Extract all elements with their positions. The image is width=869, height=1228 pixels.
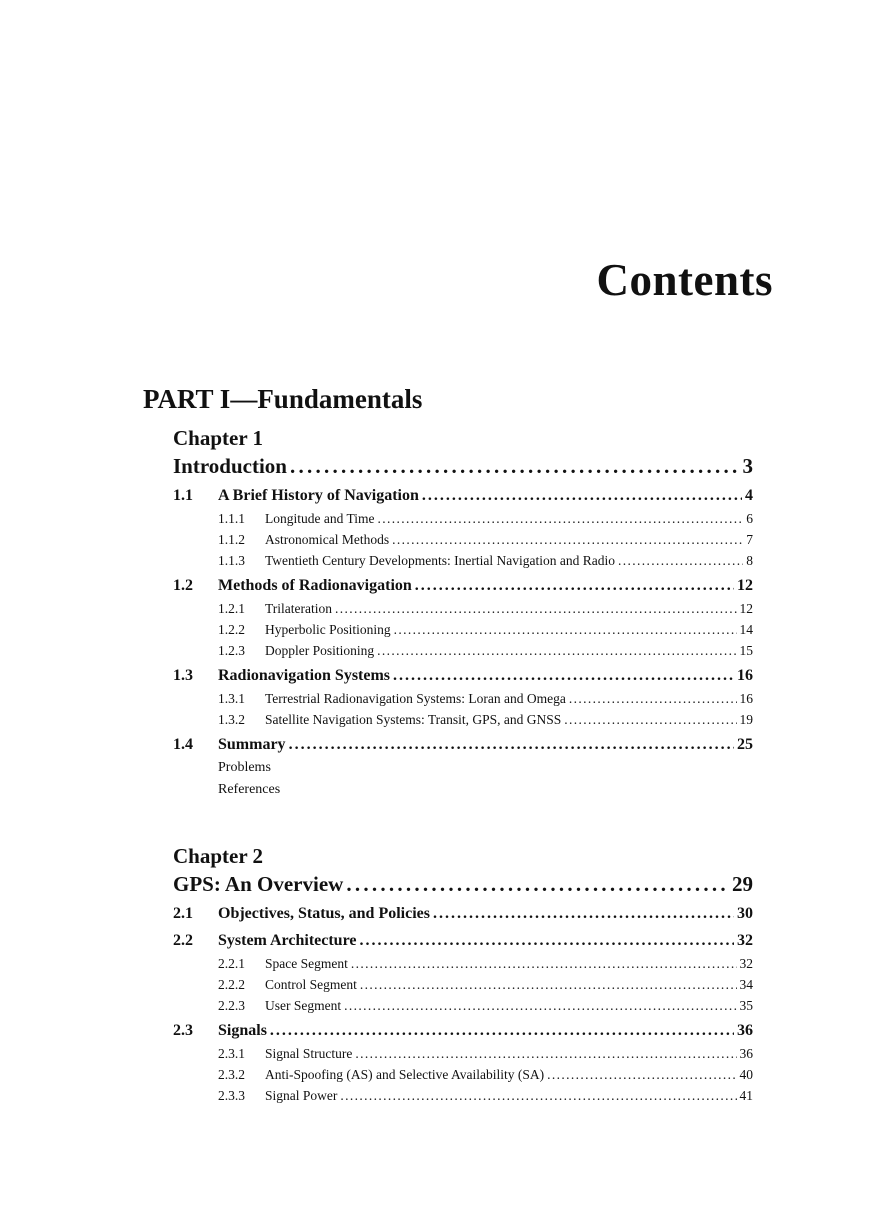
dot-leader (355, 1043, 736, 1064)
dot-leader (433, 902, 734, 926)
section-title: Radionavigation Systems (218, 667, 391, 684)
subsection-number: 1.1.2 (218, 532, 245, 547)
subsection-number: 2.3.1 (218, 1046, 245, 1061)
part-title: PART I—Fundamentals (143, 384, 423, 414)
subsection-page-number: 8 (746, 553, 753, 568)
section-entry (173, 733, 753, 757)
section-page-number: 4 (745, 487, 753, 504)
dot-leader (344, 995, 736, 1016)
subsection-title: Signal Structure (265, 1046, 353, 1061)
section-entry (173, 484, 753, 508)
chapter-title-row (173, 451, 753, 481)
chapter-page-number: 3 (742, 454, 753, 478)
section-number: 1.3 (173, 667, 193, 684)
dot-leader (290, 451, 740, 481)
dot-leader (393, 664, 734, 688)
chapter-page-number: 29 (732, 872, 753, 896)
subsection-entry (173, 995, 753, 1016)
subsection-number: 1.1.3 (218, 553, 245, 568)
section-entry (173, 1019, 753, 1043)
section-page-number: 30 (737, 905, 753, 922)
subsection-page-number: 15 (739, 643, 753, 658)
section-number: 1.2 (173, 577, 193, 594)
subsection-page-number: 41 (739, 1088, 753, 1103)
dot-leader (346, 869, 729, 899)
subsection-title: Control Segment (265, 977, 357, 992)
subsection-page-number: 36 (739, 1046, 753, 1061)
subsection-entry (173, 1064, 753, 1085)
subsection-title: Hyperbolic Positioning (265, 622, 391, 637)
subsection-page-number: 6 (746, 511, 753, 526)
dot-leader (351, 953, 737, 974)
section-number: 2.3 (173, 1022, 193, 1039)
subsection-number: 2.2.1 (218, 956, 245, 971)
subsection-entry (173, 550, 753, 571)
subsection-entry (173, 974, 753, 995)
subsection-entry (173, 529, 753, 550)
subsection-title: Terrestrial Radionavigation Systems: Loran and Omega (265, 691, 566, 706)
subsection-title: Signal Power (265, 1088, 338, 1103)
section-entry (173, 664, 753, 688)
section-number: 1.1 (173, 487, 193, 504)
section-page-number: 12 (737, 577, 753, 594)
chapter-title-row (173, 869, 753, 899)
dot-leader (564, 709, 736, 730)
section-title: Methods of Radionavigation (218, 577, 412, 594)
dot-leader (359, 929, 734, 953)
subsection-title: Space Segment (265, 956, 348, 971)
subsection-page-number: 34 (739, 977, 753, 992)
subsection-title: Trilateration (265, 601, 332, 616)
section-title: Objectives, Status, and Policies (218, 905, 430, 922)
subsection-number: 1.2.1 (218, 601, 245, 616)
chapter-label: Chapter 1 (173, 426, 264, 450)
page-title: Contents (596, 255, 773, 305)
subsection-number: 1.2.2 (218, 622, 245, 637)
subsection-page-number: 32 (739, 956, 753, 971)
dot-leader (270, 1019, 734, 1043)
subsection-title: User Segment (265, 998, 342, 1013)
dot-leader (378, 508, 744, 529)
chapter-label: Chapter 2 (173, 844, 264, 868)
subsection-entry (173, 508, 753, 529)
subsection-number: 2.3.3 (218, 1088, 245, 1103)
chapter-title: GPS: An Overview (173, 872, 344, 896)
dot-leader (618, 550, 743, 571)
subsection-entry (173, 640, 753, 661)
subsection-page-number: 35 (739, 998, 753, 1013)
chapter-title: Introduction (173, 454, 287, 478)
subsection-title: Satellite Navigation Systems: Transit, GPS, and GNSS (265, 712, 562, 727)
subsection-entry (173, 619, 753, 640)
subsection-entry (173, 1043, 753, 1064)
subsection-page-number: 40 (739, 1067, 753, 1082)
section-entry (173, 929, 753, 953)
section-entry (173, 574, 753, 598)
dot-leader (377, 640, 736, 661)
extra-entry: References (218, 782, 281, 797)
section-page-number: 36 (737, 1022, 753, 1039)
section-number: 1.4 (173, 736, 193, 753)
extra-entry: Problems (218, 760, 271, 775)
section-number: 2.1 (173, 905, 193, 922)
subsection-number: 1.3.1 (218, 691, 245, 706)
subsection-number: 1.1.1 (218, 511, 245, 526)
subsection-entry (173, 953, 753, 974)
dot-leader (569, 688, 737, 709)
subsection-number: 2.2.2 (218, 977, 245, 992)
section-number: 2.2 (173, 932, 193, 949)
dot-leader (422, 484, 742, 508)
subsection-number: 2.3.2 (218, 1067, 245, 1082)
subsection-entry (173, 688, 753, 709)
section-page-number: 25 (737, 736, 753, 753)
chapter-2-block (173, 843, 753, 1106)
subsection-page-number: 16 (739, 691, 753, 706)
section-page-number: 16 (737, 667, 753, 684)
subsection-entry (173, 1085, 753, 1106)
subsection-entry (173, 598, 753, 619)
section-page-number: 32 (737, 932, 753, 949)
chapter-1-block (173, 425, 753, 801)
dot-leader (340, 1085, 736, 1106)
dot-leader (392, 529, 743, 550)
subsection-title: Astronomical Methods (265, 532, 390, 547)
subsection-number: 1.3.2 (218, 712, 245, 727)
dot-leader (289, 733, 734, 757)
subsection-number: 1.2.3 (218, 643, 245, 658)
subsection-title: Twentieth Century Developments: Inertial Navigation and Radio (265, 553, 615, 568)
dot-leader (360, 974, 737, 995)
subsection-page-number: 12 (739, 601, 753, 616)
dot-leader (415, 574, 734, 598)
section-title: Signals (218, 1022, 267, 1039)
dot-leader (547, 1064, 736, 1085)
subsection-page-number: 19 (739, 712, 753, 727)
section-entry (173, 902, 753, 926)
subsection-entry (173, 709, 753, 730)
subsection-page-number: 14 (739, 622, 753, 637)
subsection-title: Longitude and Time (265, 511, 375, 526)
subsection-title: Doppler Positioning (265, 643, 375, 658)
section-title: A Brief History of Navigation (218, 487, 419, 504)
subsection-page-number: 7 (746, 532, 753, 547)
dot-leader (394, 619, 737, 640)
section-title: System Architecture (218, 932, 357, 949)
subsection-title: Anti-Spoofing (AS) and Selective Availability (SA) (265, 1067, 545, 1082)
subsection-number: 2.2.3 (218, 998, 245, 1013)
section-title: Summary (218, 736, 286, 753)
dot-leader (335, 598, 737, 619)
